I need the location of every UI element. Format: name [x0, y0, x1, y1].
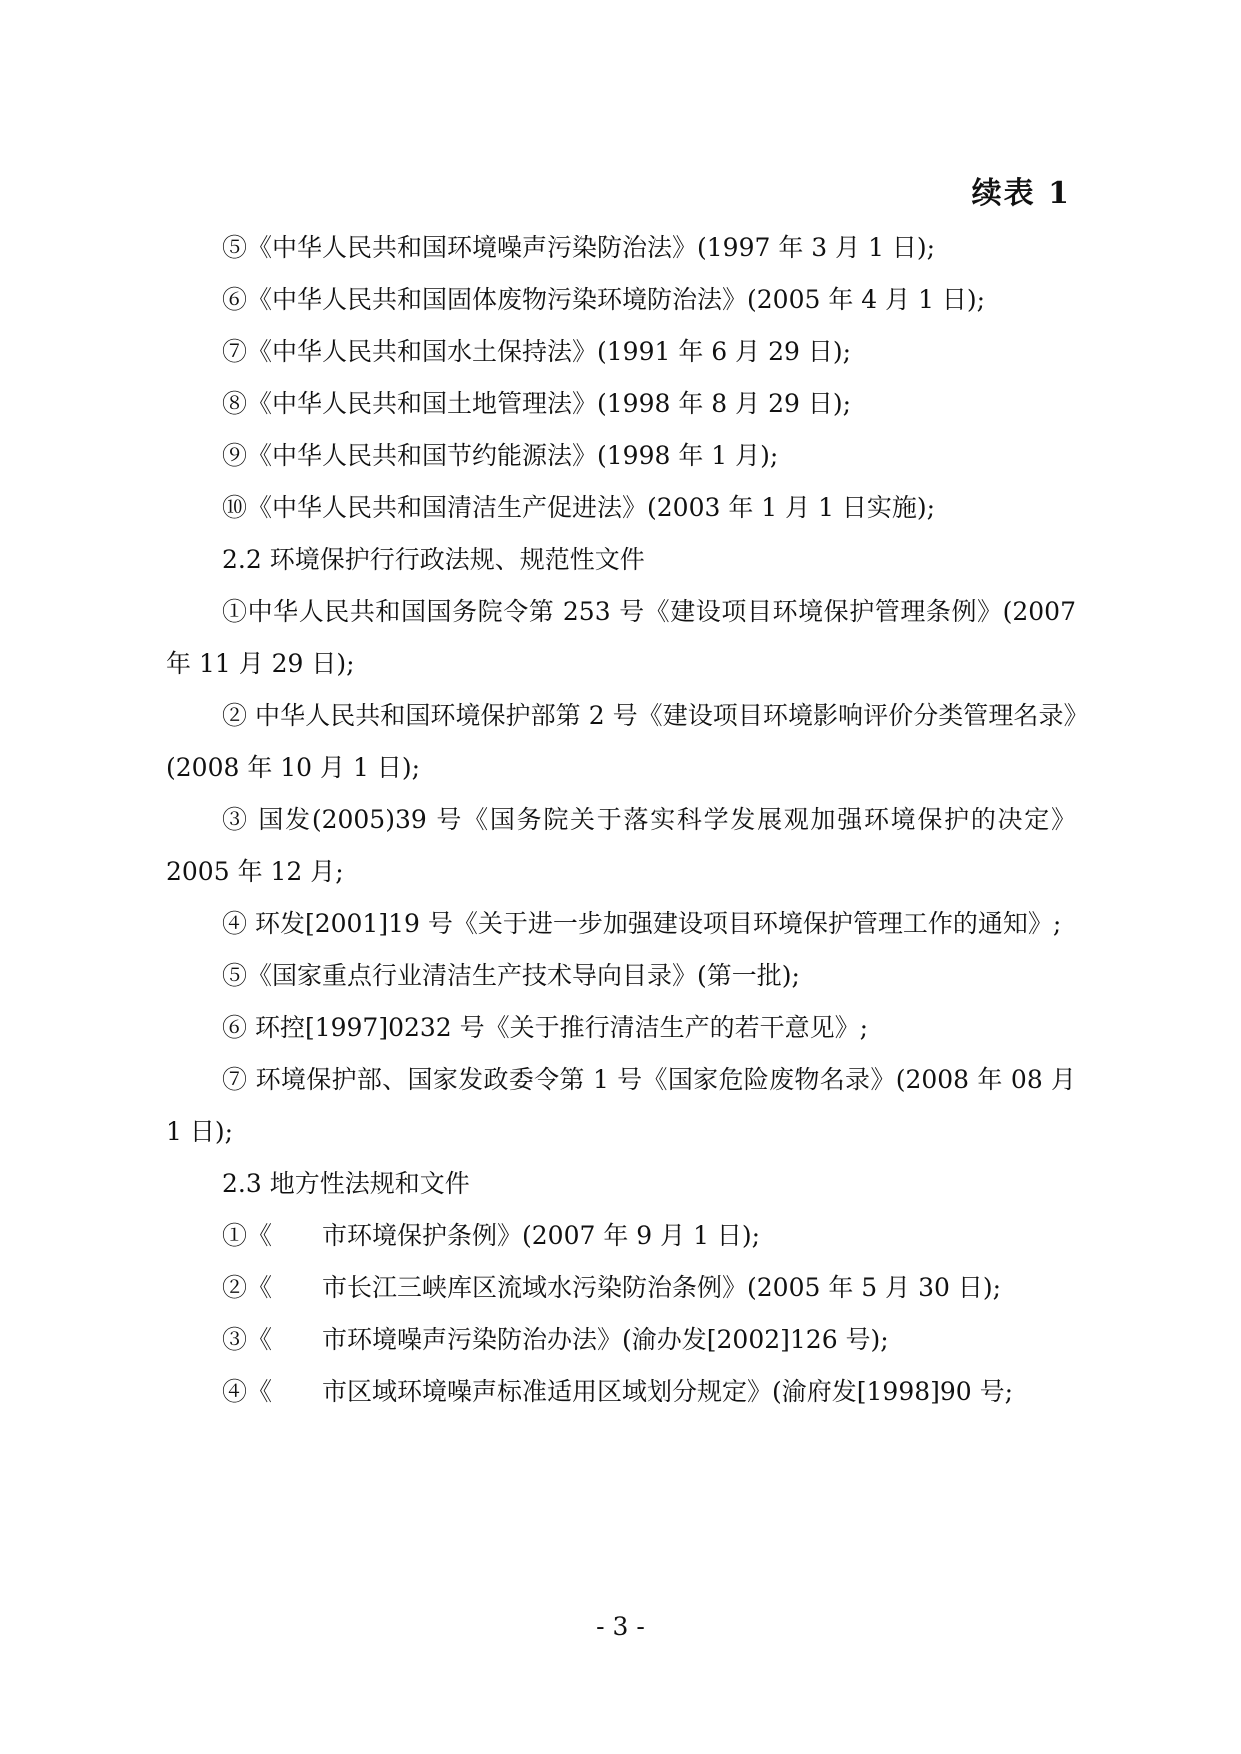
page-number: - 3 -: [596, 1612, 645, 1641]
regulation-item: ⑥ 环控[1997]0232 号《关于推行清洁生产的若干意见》;: [222, 1013, 869, 1042]
document-body: [166, 222, 1076, 1418]
regulation-item: ③ 国发(2005)39 号《国务院关于落实科学发展观加强环境保护的决定》2005 年 12 月;: [166, 805, 1076, 886]
local-regulation-item: ③《 市环境噪声污染防治办法》(渝办发[2002]126 号);: [222, 1325, 889, 1354]
regulation-item: ①中华人民共和国国务院令第 253 号《建设项目环境保护管理条例》(2007 年 11 月 29 日);: [166, 597, 1076, 678]
section-heading-2-3: 2.3 地方性法规和文件: [222, 1169, 470, 1198]
regulation-item: ⑤《国家重点行业清洁生产技术导向目录》(第一批);: [222, 961, 800, 990]
local-regulation-item: ④《 市区域环境噪声标准适用区域划分规定》(渝府发[1998]90 号;: [222, 1377, 1014, 1406]
law-item: ⑦《中华人民共和国水土保持法》(1991 年 6 月 29 日);: [222, 337, 852, 366]
continued-table-label: 续表 1: [971, 176, 1071, 211]
law-item: ⑧《中华人民共和国土地管理法》(1998 年 8 月 29 日);: [222, 389, 852, 418]
regulation-item: ② 中华人民共和国环境保护部第 2 号《建设项目环境影响评价分类管理名录》(2008 年 10 月 1 日);: [166, 701, 1076, 782]
law-item: ⑥《中华人民共和国固体废物污染环境防治法》(2005 年 4 月 1 日);: [222, 285, 986, 314]
regulation-item: ⑦ 环境保护部、国家发政委令第 1 号《国家危险废物名录》(2008 年 08 月 1 日);: [166, 1065, 1076, 1146]
section-heading-2-2: 2.2 环境保护行行政法规、规范性文件: [222, 545, 645, 574]
local-regulation-item: ①《 市环境保护条例》(2007 年 9 月 1 日);: [222, 1221, 761, 1250]
law-item: ⑩《中华人民共和国清洁生产促进法》(2003 年 1 月 1 日实施);: [222, 493, 936, 522]
law-item: ⑨《中华人民共和国节约能源法》(1998 年 1 月);: [222, 441, 779, 470]
local-regulation-item: ②《 市长江三峡库区流域水污染防治条例》(2005 年 5 月 30 日);: [222, 1273, 1002, 1302]
law-item: ⑤《中华人民共和国环境噪声污染防治法》(1997 年 3 月 1 日);: [222, 233, 936, 262]
regulation-item: ④ 环发[2001]19 号《关于进一步加强建设项目环境保护管理工作的通知》;: [222, 909, 1062, 938]
